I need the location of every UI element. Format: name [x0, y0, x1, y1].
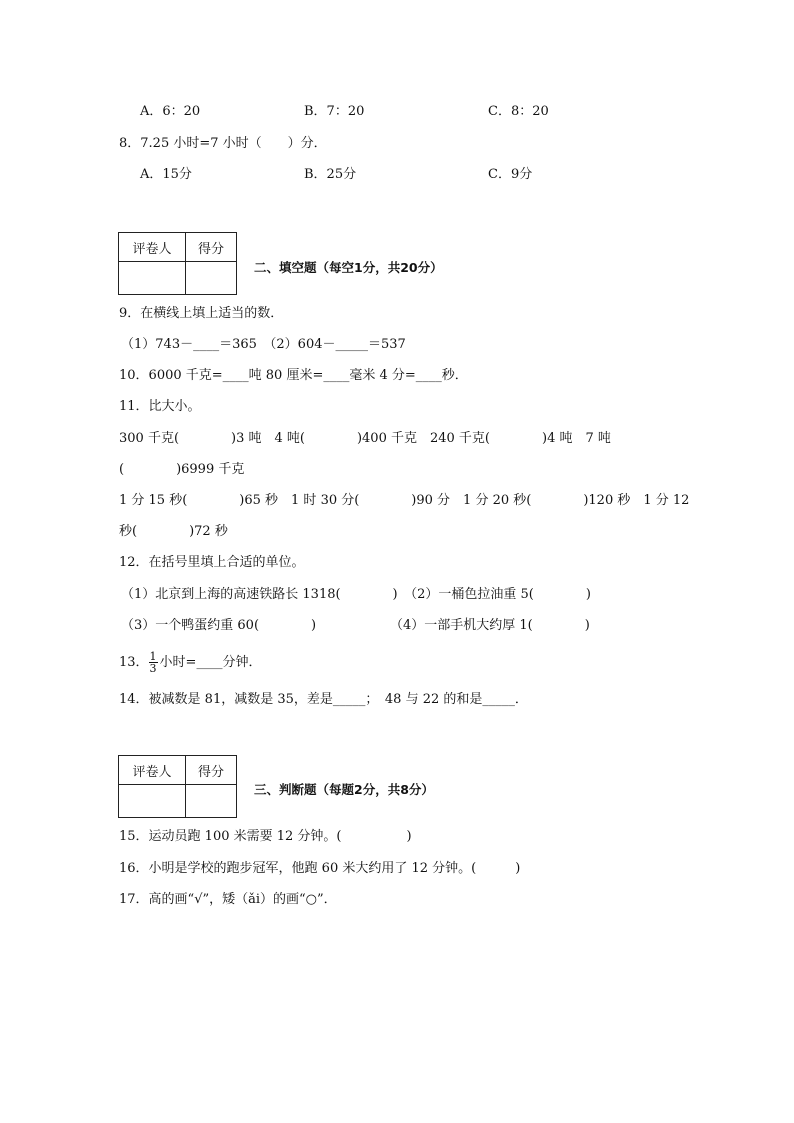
score-header: 得分	[186, 233, 237, 262]
q12-line-1: （1）北京到上海的高速铁路长 1318( ) （2）一桶色拉油重 5( )	[121, 587, 591, 602]
section-2-title: 二、填空题（每空1分，共20分）	[254, 260, 443, 275]
question-10: 10．6000 千克=____吨 80 厘米=____毫米 4 分=____秒．	[119, 368, 468, 383]
question-12: 12．在括号里填上合适的单位。	[119, 555, 305, 570]
fraction-denominator: 3	[149, 662, 157, 675]
q12-line-2a: （3）一个鸭蛋约重 60( )	[121, 618, 317, 633]
q7-option-c: C．8：20	[488, 104, 549, 119]
q11-line-3: 1 分 15 秒( )65 秒 1 时 30 分( )90 分 1 分 20 秒( )120 秒 1 分 12	[119, 493, 690, 508]
fraction-numerator: 1	[149, 650, 157, 663]
question-8: 8．7.25 小时=7 小时（ ）分．	[119, 136, 327, 151]
q7-option-a: A．6：20	[140, 104, 201, 119]
section-3-title: 三、判断题（每题2分，共8分）	[254, 782, 434, 797]
question-9: 9．在横线上填上适当的数．	[119, 306, 284, 321]
score-cell	[186, 262, 237, 295]
q8-option-a: A．15分	[140, 167, 192, 182]
question-16: 16．小明是学校的跑步冠军，他跑 60 米大约用了 12 分钟。( )	[119, 861, 521, 876]
question-11: 11．比大小。	[119, 399, 201, 414]
score-table-section-3	[118, 755, 237, 818]
score-header: 得分	[186, 756, 237, 785]
q13-suffix: 小时=____分钟．	[159, 655, 262, 670]
q13-prefix: 13．	[119, 655, 149, 670]
score-cell	[186, 785, 237, 818]
grader-header: 评卷人	[119, 756, 186, 785]
score-table-section-2	[118, 232, 237, 295]
q11-line-1: 300 千克( )3 吨 4 吨( )400 千克 240 千克( )4 吨 7 吨	[119, 431, 611, 446]
question-17: 17．高的画“√”，矮（ǎi）的画“○”．	[119, 892, 337, 907]
q7-option-b: B．7：20	[304, 104, 365, 119]
grader-cell	[119, 262, 186, 295]
question-13	[119, 651, 261, 674]
q11-line-2: ( )6999 千克	[119, 462, 245, 477]
grader-cell	[119, 785, 186, 818]
question-14: 14．被减数是 81，减数是 35，差是_____； 48 与 22 的和是_____．	[119, 692, 528, 707]
q8-option-c: C．9分	[488, 167, 533, 182]
q9-line-1: （1）743－____＝365 （2）604－_____＝537	[121, 337, 406, 352]
question-15: 15．运动员跑 100 米需要 12 分钟。( )	[119, 829, 412, 844]
q11-line-4: 秒( )72 秒	[119, 524, 228, 539]
fraction-one-third	[149, 651, 158, 674]
q12-line-2b: （4）一部手机大约厚 1( )	[390, 618, 590, 633]
q8-option-b: B．25分	[304, 167, 357, 182]
grader-header: 评卷人	[119, 233, 186, 262]
